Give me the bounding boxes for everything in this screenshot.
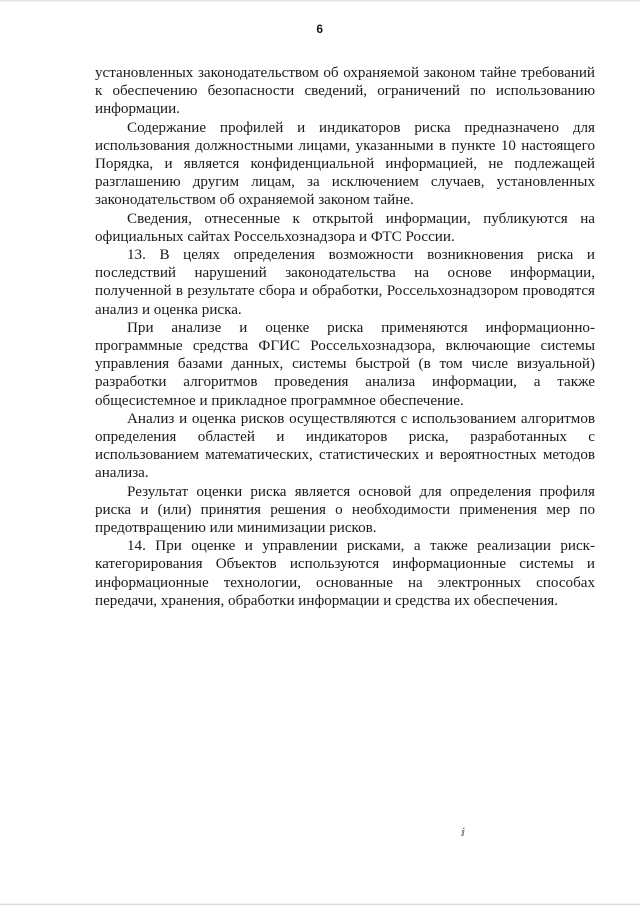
paragraph-analysis-tools: При анализе и оценке риска применяются информационно-программные средства ФГИС Россельхознадзора, включающие системы управления базами данных, системы быстрой (в том числе визуальной) разработки алгоритмов проведения анализа информации, а также общесистемное и прикладное программное обеспечение. (95, 319, 595, 409)
document-body (95, 64, 595, 610)
paragraph-analysis-algorithms: Анализ и оценка рисков осуществляются с использованием алгоритмов определения областей и индикаторов риска, разработанных с использованием математических, статистических и вероятностных методов анализа. (95, 410, 595, 482)
paragraph-open-info: Сведения, отнесенные к открытой информации, публикуются на официальных сайтах Россельхознадзора и ФТС России. (95, 210, 595, 245)
page-number: 6 (316, 22, 324, 36)
paragraph-item-14: 14. При оценке и управлении рисками, а также реализации риск-категорирования Объектов используются информационные системы и информационные технологии, основанные на электронных способах передачи, хранения, обработки информации и средства их обеспечения. (95, 538, 595, 609)
paragraph-continuation: установленных законодательством об охраняемой законом тайне требований к обеспечению безопасности сведений, ограничений по использованию информации. (95, 65, 595, 118)
stray-mark: ⅈ (461, 826, 465, 839)
page-edge-top (0, 0, 640, 2)
paragraph-item-13: 13. В целях определения возможности возникновения риска и последствий нарушений законодательства на основе информации, полученной в результате сбора и обработки, Россельхознадзором проводятся анализ и оценка риска. (95, 247, 595, 318)
paragraph-profiles-content: Содержание профилей и индикаторов риска предназначено для использования должностными лицами, указанными в пункте 10 настоящего Порядка, и является конфиденциальной информацией, не подлежащей разглашению другим лицам, за исключением случаев, установленных законодательством об охраняемой законом тайне. (95, 119, 595, 209)
paragraph-assessment-result: Результат оценки риска является основой для определения профиля риска и (или) принятия решения о необходимости применения мер по предотвращению или минимизации рисков. (95, 483, 595, 537)
